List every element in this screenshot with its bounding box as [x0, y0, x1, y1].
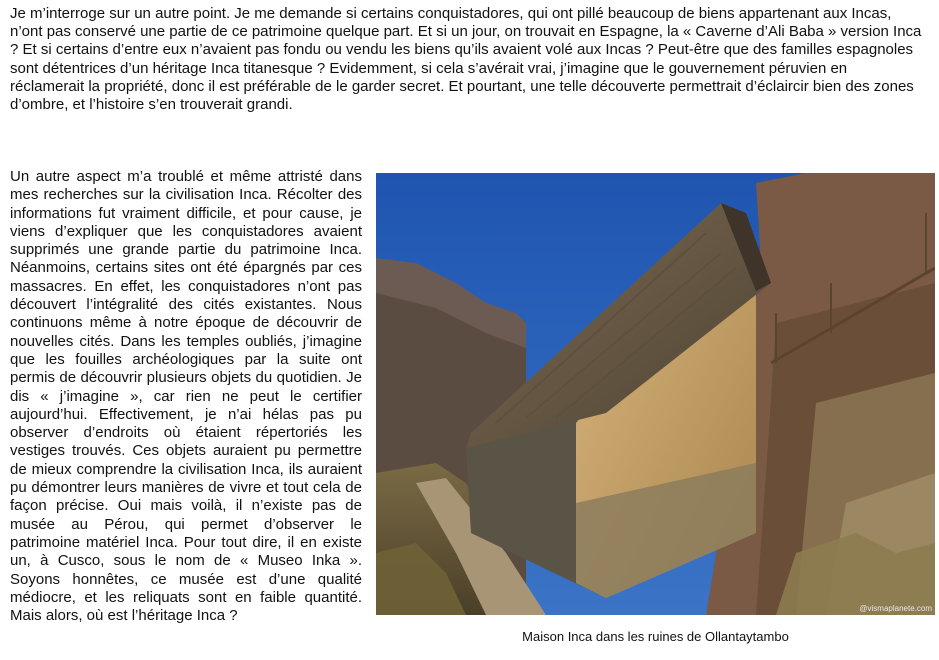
inca-house-photo: [376, 173, 935, 615]
intro-paragraph: Je m’interroge sur un autre point. Je me demande si certains conquistadores, qui ont pillé beaucoup de biens appartenant aux Incas, n’ont pas conservé une partie de ce patrimoine quelque part. Et si un jour, on trouvait en Espagne, la « Caverne d’Ali Baba » version Inca ? Et si certains d’entre eux n’avaient pas fondu ou vendu les biens qu’ils avaient volé aux Incas ? Peut-être que des familles espagnoles sont détentrices d’un héritage Inca titanesque ? Evidemment, si cela s’avérait vrai, j’imagine que le gouvernement péruvien en réclamerait la propriété, donc il est préférable de le garder secret. Et pourtant, une telle découverte permettrait d’éclaircir bien des zones d’ombre, et l’histoire s’en trouverait grandi.: [10, 5, 922, 114]
photo-credit: @vismaplanete.com: [859, 604, 932, 613]
photo-caption: Maison Inca dans les ruines de Ollantaytambo: [522, 629, 789, 644]
photo-illustration: [376, 173, 935, 615]
body-paragraph: Un autre aspect m’a troublé et même attristé dans mes recherches sur la civilisation Inca. Récolter des informations fut vraiment difficile, et pour cause, je viens d’expliquer que les conquistadores avaient supprimés une grande partie du patrimoine Inca. Néanmoins, certains sites ont été épargnés par ces massacres. En effet, les conquistadores n’ont pas découvert l’intégralité des cités existantes. Nous continuons même à notre époque de découvrir de nouvelles cités. Dans les temples oubliés, j’imagine que les fouilles archéologiques par la suite ont permis de découvrir plusieurs objets du quotidien. Je dis « j’imagine », car rien ne peut le certifier aujourd’hui. Effectivement, je n’ai hélas pas pu observer d’endroits où étaient répertoriés les vestiges trouvés. Ces objets auraient pu permettre de mieux comprendre la civilisation Inca, ils auraient pu démontrer leurs manières de vivre et tout cela de façon précise. Oui mais voilà, il n’existe pas de musée au Pérou, qui permet d’observer le patrimoine matériel Inca. Pour tout dire, il en existe un, à Cusco, sous le nom de « Museo Inka ». Soyons honnêtes, ce musée est d’une qualité médiocre, et les reliquats sont en faible quantité. Mais alors, où est l’héritage Inca ?: [10, 168, 362, 625]
